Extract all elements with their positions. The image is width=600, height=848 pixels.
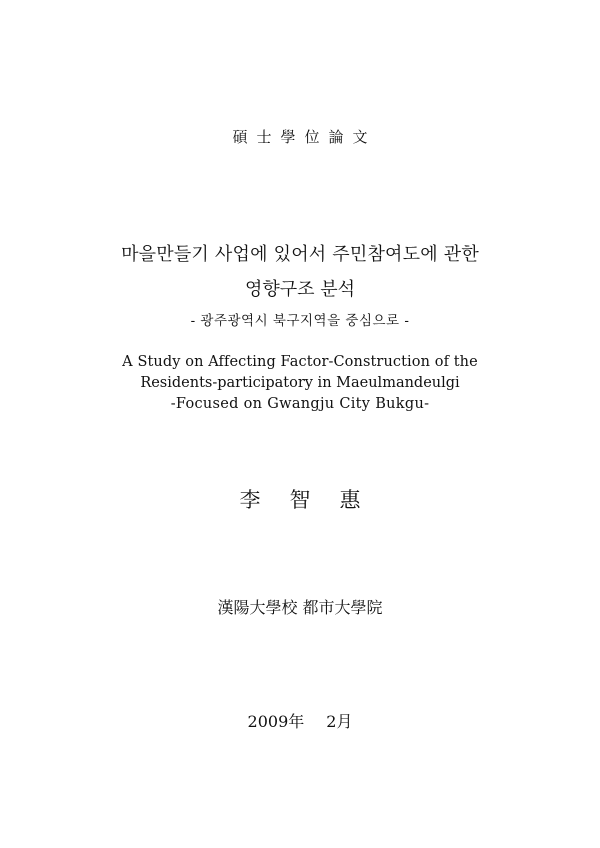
submission-date (0, 714, 600, 730)
institution-name: 漢陽大學校 都市大學院 (217, 598, 383, 617)
english-subtitle: -Focused on Gwangju City Bukgu- (170, 396, 430, 412)
korean-title-line-2: 영향구조 분석 (244, 279, 356, 300)
korean-title-line-1: 마을만들기 사업에 있어서 주민참여도에 관한 (121, 244, 479, 265)
date-year: 2009年 (247, 712, 305, 731)
degree-label: 碩士學位論文 (232, 128, 377, 146)
korean-subtitle: - 광주광역시 북구지역을 중심으로 - (190, 313, 410, 329)
english-title-line-2: Residents-participatory in Maeulmandeulgi (140, 375, 460, 391)
english-title-line-1: A Study on Affecting Factor-Construction of the (122, 354, 478, 370)
date-month: 2月 (326, 712, 353, 731)
author-name: 李智惠 (239, 488, 390, 512)
